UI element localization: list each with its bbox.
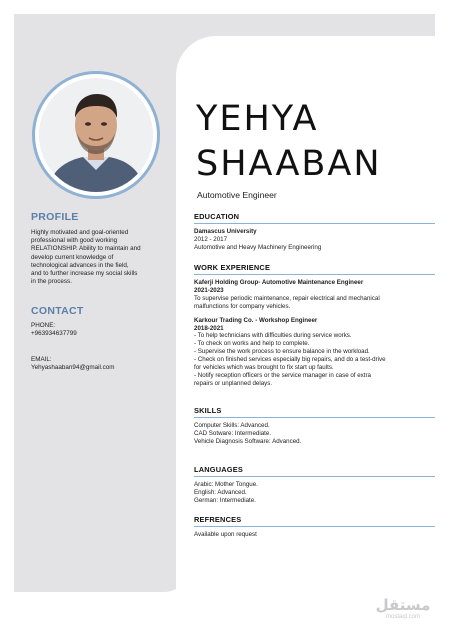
last-name: SHAABAN [196,144,382,184]
email-value[interactable]: Yehyashaaban94@gmail.com [31,364,115,372]
email-label: EMAIL: [31,356,52,363]
job-heading: Karkour Trading Co. - Workshop Engineer [194,316,318,324]
language-line: German: Intermediate. [194,496,256,504]
job-line: repairs or unplanned delays. [194,379,273,387]
profile-line: in the process. [31,278,72,286]
resume-page [14,14,435,592]
first-name: YEHYA [196,99,319,139]
profile-heading: PROFILE [31,211,79,223]
job-line: for vehicles which was brought to fix start up faults. [194,364,334,372]
language-line: English: Advanced. [194,488,247,496]
languages-section [194,465,435,505]
degree: Automotive and Heavy Machinery Engineering [194,243,322,251]
job-heading: Kaferji Holding Group- Automotive Maintenance Engineer [194,279,364,286]
references-heading: REFRENCES [194,515,435,527]
skills-heading: SKILLS [194,406,435,418]
watermark-url: mostaql.com [385,614,420,620]
skills-section [194,406,435,446]
languages-heading: LANGUAGES [194,465,435,477]
job-line: - To help technicians with difficulties during service works. [194,332,352,340]
education-heading: EDUCATION [194,212,435,224]
job-dates: 2021-2023 [194,286,224,294]
education-years: 2012 - 2017 [194,235,228,243]
job-line: - Notify reception officers or the service manager in case of extra [194,371,371,379]
profile-line: develop current knowledge of [31,253,114,261]
profile-line: RELATIONSHIP. Ability to maintain and [31,245,141,253]
profile-text [31,229,171,286]
profile-line: technological advances in the field, [31,261,129,269]
job-line: - To check on works and help to complete. [194,340,310,348]
job-line: malfunctions for company vehicles. [194,302,291,310]
experience-heading: WORK EXPERIENCE [194,263,435,275]
profile-line: professional with good working [31,237,118,245]
profile-photo-frame [32,71,160,199]
job-title: Automotive Engineer [197,190,277,200]
school-name: Damascus University [194,228,257,235]
phone-value[interactable]: +963934637799 [31,330,77,338]
watermark-arabic: مستقل [375,596,431,614]
job-dates: 2018-2021 [194,324,224,332]
language-line: Arabic: Mother Tongue. [194,481,258,488]
watermark-logo [368,597,438,621]
profile-line: and to further increase my social skills [31,270,138,278]
phone-block [31,322,171,338]
education-section [194,212,435,252]
email-block [31,356,171,372]
phone-label: PHONE: [31,322,56,329]
references-text: Available upon request [194,531,257,538]
job-line: - Supervise the work process to ensure balance in the workload. [194,348,370,356]
profile-photo [39,78,153,192]
references-section [194,515,435,539]
job-line: - Check on finished services especially big repairs, and do a test-drive [194,356,386,364]
skill-line: CAD Sotware: Intermediate. [194,429,272,437]
skill-line: Computer Skills: Advanced. [194,422,270,429]
job-line: To supervise periodic maintenance, repair electrical and mechanical [194,294,380,302]
skill-line: Vehicle Diagnosis Software: Advanced. [194,437,302,445]
profile-line: Highly motivated and goal-oriented [31,229,129,236]
experience-section [194,263,435,388]
contact-heading: CONTACT [31,305,84,317]
